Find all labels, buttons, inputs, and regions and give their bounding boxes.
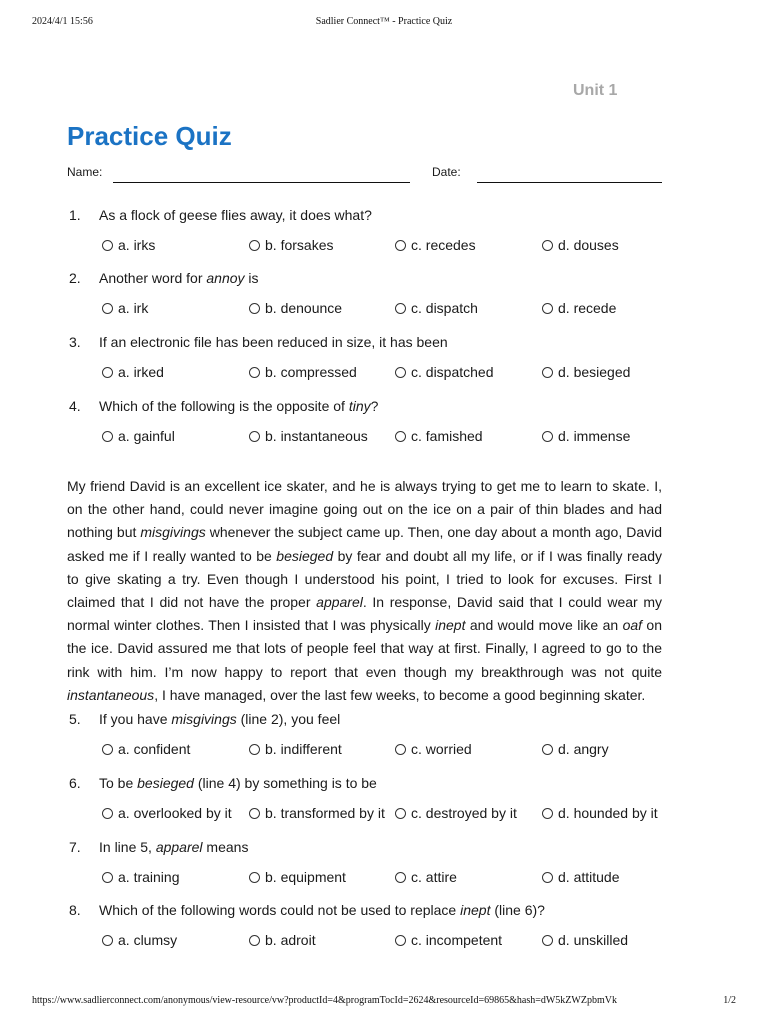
- question-text: [99, 902, 545, 918]
- question-text: [99, 398, 378, 414]
- print-title: Sadlier Connect™ - Practice Quiz: [315, 16, 453, 27]
- answer-option-label: c. recedes: [411, 237, 476, 253]
- unit-label: Unit 1: [573, 82, 618, 99]
- date-label: Date:: [432, 165, 461, 179]
- question-number: 8.: [69, 902, 81, 918]
- answer-option[interactable]: [542, 805, 658, 821]
- passage-text: on the ice. David assured me that lots of people feel that way at first. Finally, I agreed to go to the rink with him. I’m now happy to report that even though my breakthrough was not quite: [67, 617, 663, 680]
- question-text-before: To be: [99, 775, 138, 791]
- answer-option-label: d. immense: [558, 428, 631, 444]
- answer-option[interactable]: [395, 932, 502, 948]
- answer-option-label: b. forsakes: [265, 237, 334, 253]
- answer-option-label: c. attire: [411, 869, 457, 885]
- question-text: [99, 839, 248, 855]
- radio-button-icon[interactable]: [249, 808, 260, 819]
- answer-option[interactable]: [102, 932, 177, 948]
- radio-button-icon[interactable]: [542, 872, 553, 883]
- question-keyword: apparel: [155, 839, 203, 855]
- radio-button-icon[interactable]: [395, 872, 406, 883]
- page-title: Practice Quiz: [67, 121, 232, 151]
- answer-option[interactable]: [542, 428, 630, 444]
- answer-option-label: d. recede: [558, 300, 617, 316]
- answer-option[interactable]: [542, 364, 630, 380]
- passage-keyword: oaf: [622, 617, 643, 634]
- question-number: 6.: [69, 775, 81, 791]
- question-number: 2.: [69, 270, 81, 286]
- answer-option[interactable]: [542, 932, 628, 948]
- question-text-after: means: [202, 839, 249, 855]
- answer-option[interactable]: [542, 869, 620, 885]
- passage-text: and would move like an: [465, 617, 623, 634]
- answer-options: [0, 237, 768, 257]
- answer-option-label: b. compressed: [265, 364, 357, 380]
- question-keyword: tiny: [348, 398, 371, 414]
- radio-button-icon[interactable]: [395, 935, 406, 946]
- radio-button-icon[interactable]: [542, 303, 553, 314]
- answer-option-label: a. irked: [118, 364, 164, 380]
- answer-option-label: b. adroit: [265, 932, 316, 948]
- print-timestamp: 2024/4/1 15:56: [32, 16, 93, 27]
- passage-keyword: inept: [435, 617, 466, 634]
- question-text-before: Another word for: [99, 270, 207, 286]
- date-field[interactable]: [477, 182, 662, 183]
- answer-option[interactable]: [249, 428, 368, 444]
- answer-option[interactable]: [249, 805, 385, 821]
- answer-option-label: b. transformed by it: [265, 805, 385, 821]
- answer-option[interactable]: [395, 428, 483, 444]
- radio-button-icon[interactable]: [102, 303, 113, 314]
- question-number: 5.: [69, 711, 81, 727]
- radio-button-icon[interactable]: [249, 367, 260, 378]
- question-keyword: misgivings: [171, 711, 237, 727]
- answer-option[interactable]: [102, 805, 232, 821]
- answer-option[interactable]: [542, 300, 616, 316]
- answer-option-label: d. unskilled: [558, 932, 629, 948]
- passage-keyword: apparel: [316, 594, 363, 611]
- question-keyword: annoy: [206, 270, 245, 286]
- answer-options: [0, 932, 768, 952]
- answer-option[interactable]: [102, 869, 179, 885]
- answer-option-label: c. incompetent: [411, 932, 503, 948]
- name-label: Name:: [67, 165, 103, 179]
- question-number: 1.: [69, 207, 81, 223]
- answer-option-label: b. denounce: [265, 300, 343, 316]
- answer-options: [0, 869, 768, 889]
- radio-button-icon[interactable]: [395, 240, 406, 251]
- question-keyword: besieged: [137, 775, 194, 791]
- radio-button-icon[interactable]: [249, 431, 260, 442]
- passage-text: . In response, David said that I could wear my normal winter clothes. Then I insisted that I was physically: [67, 594, 662, 634]
- question-text: As a flock of geese flies away, it does what?: [99, 207, 372, 223]
- answer-option-label: a. irks: [118, 237, 156, 253]
- answer-option[interactable]: [395, 741, 472, 757]
- answer-option[interactable]: [249, 869, 346, 885]
- answer-option-label: c. famished: [411, 428, 483, 444]
- print-url: https://www.sadlierconnect.com/anonymous/view-resource/vw?productId=4&programTocId=2624&resourceId=69865&hash=dW5kZWZpbmVk: [32, 995, 617, 1006]
- answer-option[interactable]: [249, 741, 342, 757]
- question-text-before: Which of the following words could not be used to replace: [99, 902, 461, 918]
- answer-option-label: a. irk: [118, 300, 149, 316]
- question-text-after: (line 4) by something is to be: [193, 775, 377, 791]
- answer-option-label: d. hounded by it: [558, 805, 658, 821]
- question-text-before: If you have: [99, 711, 172, 727]
- passage-keyword: instantaneous: [67, 686, 155, 703]
- answer-options: [0, 428, 768, 448]
- answer-option-label: c. dispatch: [411, 300, 478, 316]
- answer-option-label: d. attitude: [558, 869, 620, 885]
- radio-button-icon[interactable]: [542, 808, 553, 819]
- name-field[interactable]: [113, 182, 410, 183]
- radio-button-icon[interactable]: [249, 935, 260, 946]
- answer-option-label: b. instantaneous: [265, 428, 368, 444]
- answer-option-label: b. equipment: [265, 869, 346, 885]
- radio-button-icon[interactable]: [395, 808, 406, 819]
- radio-button-icon[interactable]: [249, 744, 260, 755]
- answer-option-label: b. indifferent: [265, 741, 342, 757]
- passage-text: by fear and doubt all my life, or if I was finally ready to give skating a try. Even though I understood his point, I tried to look for excuses. First I claimed that I did not have the proper: [67, 547, 662, 611]
- question-text-after: (line 6)?: [490, 902, 545, 918]
- passage-text: , I have managed, over the last few weeks, to become a good beginning skater.: [154, 686, 646, 703]
- radio-button-icon[interactable]: [102, 744, 113, 755]
- radio-button-icon[interactable]: [395, 367, 406, 378]
- answer-options: [0, 364, 768, 384]
- question-number: 3.: [69, 334, 81, 350]
- answer-option[interactable]: [395, 237, 476, 253]
- radio-button-icon[interactable]: [542, 744, 553, 755]
- passage-keyword: besieged: [276, 547, 334, 564]
- question-text: [99, 711, 340, 727]
- radio-button-icon[interactable]: [542, 240, 553, 251]
- answer-option-label: a. confident: [118, 741, 191, 757]
- radio-button-icon[interactable]: [542, 431, 553, 442]
- answer-option[interactable]: [102, 428, 175, 444]
- radio-button-icon[interactable]: [102, 431, 113, 442]
- answer-option-label: d. besieged: [558, 364, 631, 380]
- question-text: If an electronic file has been reduced in size, it has been: [99, 334, 448, 350]
- answer-option[interactable]: [395, 869, 457, 885]
- answer-option[interactable]: [542, 741, 609, 757]
- question-text-after: ?: [370, 398, 379, 414]
- question-text: [99, 270, 259, 286]
- answer-option-label: d. douses: [558, 237, 619, 253]
- answer-option-label: a. gainful: [118, 428, 175, 444]
- radio-button-icon[interactable]: [395, 744, 406, 755]
- answer-option-label: a. overlooked by it: [118, 805, 232, 821]
- answer-option[interactable]: [102, 237, 155, 253]
- radio-button-icon[interactable]: [249, 303, 260, 314]
- radio-button-icon[interactable]: [249, 240, 260, 251]
- question-keyword: inept: [460, 902, 491, 918]
- question-number: 4.: [69, 398, 81, 414]
- answer-options: [0, 300, 768, 320]
- question-number: 7.: [69, 839, 81, 855]
- passage-text: whenever the subject came up. Then, one day about a month ago, David asked me if I really wanted to be: [67, 524, 663, 564]
- answer-option[interactable]: [249, 364, 357, 380]
- answer-option-label: c. destroyed by it: [411, 805, 517, 821]
- answer-option[interactable]: [395, 364, 494, 380]
- answer-option[interactable]: [249, 237, 333, 253]
- answer-option-label: a. clumsy: [118, 932, 178, 948]
- question-text-after: (line 2), you feel: [236, 711, 341, 727]
- answer-option[interactable]: [102, 741, 190, 757]
- radio-button-icon[interactable]: [249, 872, 260, 883]
- radio-button-icon[interactable]: [102, 935, 113, 946]
- answer-options: [0, 741, 768, 761]
- answer-option[interactable]: [102, 300, 148, 316]
- radio-button-icon[interactable]: [102, 808, 113, 819]
- answer-option[interactable]: [395, 300, 478, 316]
- radio-button-icon[interactable]: [542, 367, 553, 378]
- answer-option[interactable]: [542, 237, 619, 253]
- passage-keyword: misgivings: [140, 524, 206, 541]
- question-text: [99, 775, 377, 791]
- radio-button-icon[interactable]: [102, 240, 113, 251]
- answer-option[interactable]: [249, 932, 316, 948]
- radio-button-icon[interactable]: [102, 872, 113, 883]
- page-number: 1/2: [723, 995, 736, 1006]
- radio-button-icon[interactable]: [395, 431, 406, 442]
- question-text-after: is: [244, 270, 259, 286]
- answer-option[interactable]: [102, 364, 164, 380]
- question-text-before: Which of the following is the opposite of: [99, 398, 349, 414]
- answer-option-label: c. dispatched: [411, 364, 494, 380]
- radio-button-icon[interactable]: [395, 303, 406, 314]
- radio-button-icon[interactable]: [102, 367, 113, 378]
- answer-option-label: c. worried: [411, 741, 472, 757]
- question-text-before: In line 5,: [99, 839, 156, 855]
- answer-options: [0, 805, 768, 825]
- answer-option[interactable]: [249, 300, 342, 316]
- reading-passage: [67, 475, 662, 707]
- answer-option[interactable]: [395, 805, 517, 821]
- passage-text: My friend David is an excellent ice skater, and he is always trying to get me to learn to skate. I, on the other hand, could never imagine going out on the ice on a pair of thin blades and had nothing but: [67, 478, 662, 541]
- answer-option-label: a. training: [118, 869, 180, 885]
- radio-button-icon[interactable]: [542, 935, 553, 946]
- answer-option-label: d. angry: [558, 741, 609, 757]
